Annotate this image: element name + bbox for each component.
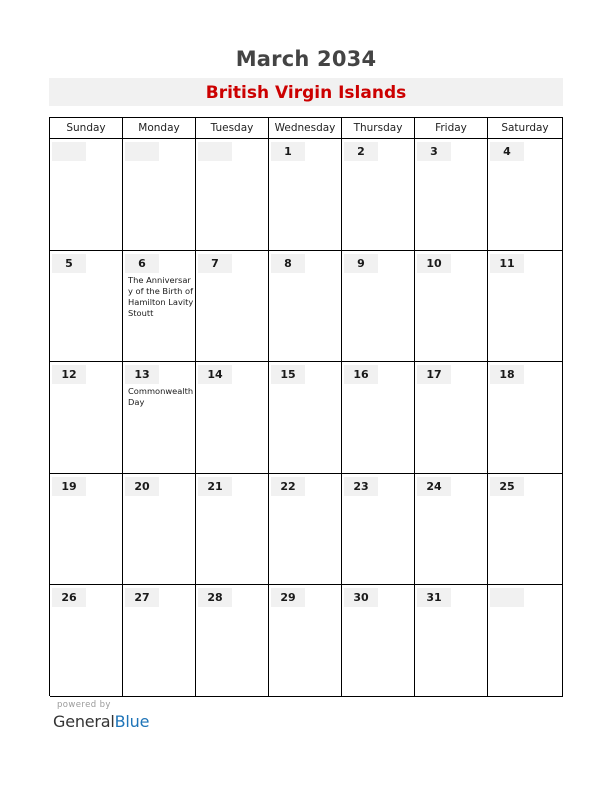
- day-cell-21[interactable]: [196, 474, 269, 586]
- day-number: 30: [344, 588, 378, 607]
- day-cell-8[interactable]: [269, 251, 342, 363]
- day-cell-16[interactable]: [342, 362, 415, 474]
- day-number: 22: [271, 477, 305, 496]
- day-cell-13[interactable]: [123, 362, 196, 474]
- country-name: British Virgin Islands: [205, 83, 407, 103]
- day-cell-17[interactable]: [415, 362, 488, 474]
- day-number: [198, 142, 232, 161]
- week-row: [50, 585, 563, 697]
- day-cell-28[interactable]: [196, 585, 269, 697]
- day-number: 8: [271, 254, 305, 273]
- holiday-event[interactable]: The Anniversary of the Birth of Hamilton Lavity Stoutt: [128, 274, 194, 319]
- weekday-header-wednesday: Wednesday: [269, 118, 342, 139]
- day-number: 2: [344, 142, 378, 161]
- day-cell-7[interactable]: [196, 251, 269, 363]
- day-cell-1[interactable]: [269, 139, 342, 251]
- day-cell-15[interactable]: [269, 362, 342, 474]
- day-number: 4: [490, 142, 524, 161]
- calendar-grid: [49, 117, 563, 696]
- day-cell-31[interactable]: [415, 585, 488, 697]
- day-number: 9: [344, 254, 378, 273]
- day-cell-10[interactable]: [415, 251, 488, 363]
- day-number: 25: [490, 477, 524, 496]
- day-number: 19: [52, 477, 86, 496]
- weekday-header-sunday: Sunday: [50, 118, 123, 139]
- day-number: 7: [198, 254, 232, 273]
- brand-logo-part1: General: [53, 712, 115, 731]
- day-number: 21: [198, 477, 232, 496]
- day-cell-19[interactable]: [50, 474, 123, 586]
- weekday-header-row: [50, 118, 563, 139]
- week-row: [50, 251, 563, 363]
- day-cell-25[interactable]: [488, 474, 563, 586]
- empty-day-cell: [488, 585, 563, 697]
- day-number: 17: [417, 365, 451, 384]
- day-number: 11: [490, 254, 524, 273]
- day-cell-30[interactable]: [342, 585, 415, 697]
- day-number: 18: [490, 365, 524, 384]
- day-number: 20: [125, 477, 159, 496]
- day-cell-5[interactable]: [50, 251, 123, 363]
- day-cell-6[interactable]: [123, 251, 196, 363]
- day-number: 12: [52, 365, 86, 384]
- day-number: 27: [125, 588, 159, 607]
- day-number: [52, 142, 86, 161]
- day-number: [490, 588, 524, 607]
- day-number: 3: [417, 142, 451, 161]
- brand-logo[interactable]: [53, 712, 149, 731]
- day-cell-20[interactable]: [123, 474, 196, 586]
- day-number: 13: [125, 365, 159, 384]
- empty-day-cell: [196, 139, 269, 251]
- holiday-event[interactable]: Commonwealth Day: [128, 386, 194, 408]
- weekday-header-tuesday: Tuesday: [196, 118, 269, 139]
- weekday-header-monday: Monday: [123, 118, 196, 139]
- day-cell-12[interactable]: [50, 362, 123, 474]
- day-number: 31: [417, 588, 451, 607]
- day-cell-27[interactable]: [123, 585, 196, 697]
- day-cell-18[interactable]: [488, 362, 563, 474]
- day-cell-22[interactable]: [269, 474, 342, 586]
- day-cell-4[interactable]: [488, 139, 563, 251]
- day-number: 15: [271, 365, 305, 384]
- day-number: 10: [417, 254, 451, 273]
- day-cell-29[interactable]: [269, 585, 342, 697]
- empty-day-cell: [50, 139, 123, 251]
- empty-day-cell: [123, 139, 196, 251]
- day-number: 24: [417, 477, 451, 496]
- weekday-header-thursday: Thursday: [342, 118, 415, 139]
- day-number: 14: [198, 365, 232, 384]
- week-row: [50, 362, 563, 474]
- page-title: March 2034: [235, 47, 377, 71]
- day-cell-3[interactable]: [415, 139, 488, 251]
- day-cell-14[interactable]: [196, 362, 269, 474]
- day-number: [125, 142, 159, 161]
- day-cell-2[interactable]: [342, 139, 415, 251]
- day-number: 26: [52, 588, 86, 607]
- day-number: 5: [52, 254, 86, 273]
- day-number: 29: [271, 588, 305, 607]
- week-row: [50, 139, 563, 251]
- day-number: 23: [344, 477, 378, 496]
- powered-by-text: powered by: [57, 700, 111, 710]
- day-cell-23[interactable]: [342, 474, 415, 586]
- brand-logo-part2: Blue: [114, 712, 150, 731]
- weekday-header-saturday: Saturday: [488, 118, 563, 139]
- day-number: 1: [271, 142, 305, 161]
- week-row: [50, 474, 563, 586]
- day-number: 6: [125, 254, 159, 273]
- day-number: 16: [344, 365, 378, 384]
- day-cell-26[interactable]: [50, 585, 123, 697]
- country-banner: [49, 78, 563, 106]
- day-cell-24[interactable]: [415, 474, 488, 586]
- day-cell-9[interactable]: [342, 251, 415, 363]
- weekday-header-friday: Friday: [415, 118, 488, 139]
- day-number: 28: [198, 588, 232, 607]
- day-cell-11[interactable]: [488, 251, 563, 363]
